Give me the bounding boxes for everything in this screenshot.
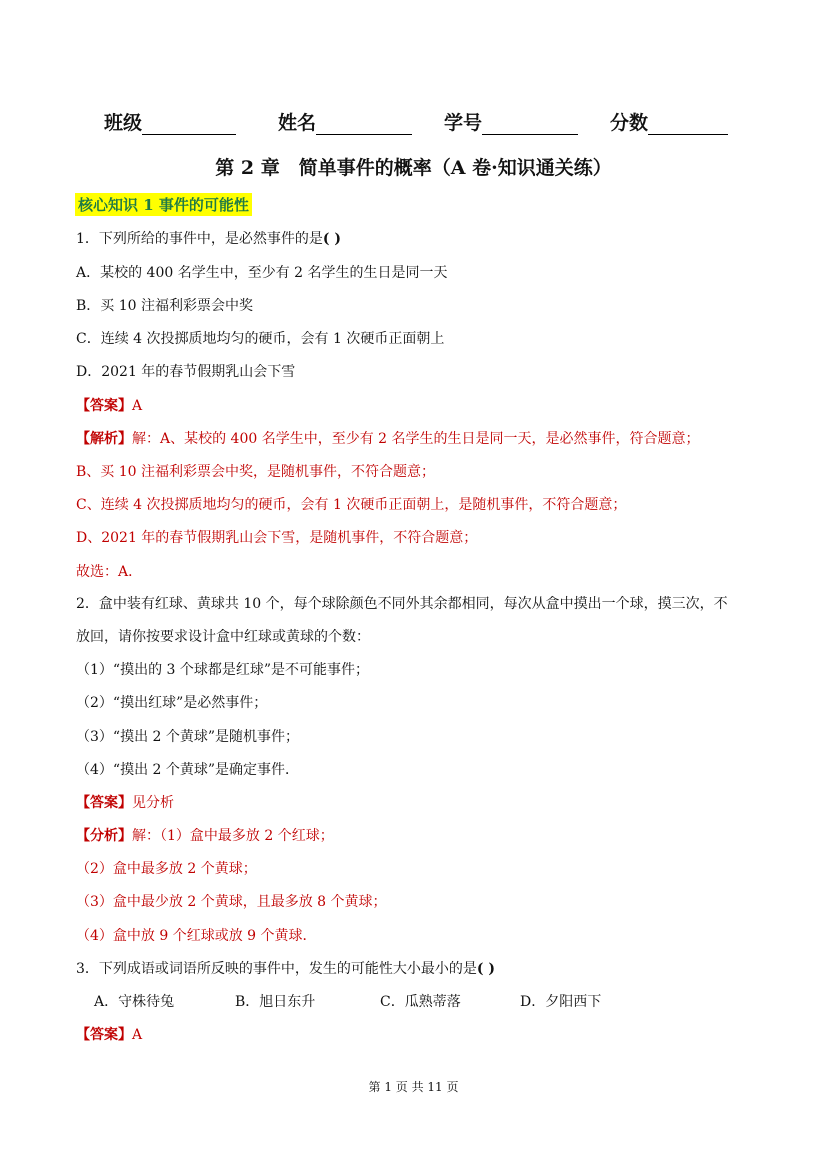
q2-analysis-tag: 【分析】	[76, 828, 132, 844]
student-id-blank	[482, 114, 578, 135]
page-title: 第 2 章 简单事件的概率（A 卷·知识通关练）	[215, 157, 612, 179]
q2-item-2: （2）“摸出红球”是必然事件；	[76, 695, 268, 711]
score-blank	[648, 114, 728, 135]
q1-option-d: D．2021 年的春节假期乳山会下雪	[76, 364, 296, 380]
q1-analysis-text-1: 解：A、某校的 400 名学生中，至少有 2 名学生的生日是同一天，是必然事件，符合题意；	[132, 431, 700, 447]
class-field	[104, 108, 236, 135]
score-field	[610, 108, 728, 135]
student-id-field	[444, 108, 578, 135]
q3-option-d: D．夕阳西下	[520, 994, 602, 1010]
q3-option-c: C．瓜熟蒂落	[380, 994, 461, 1010]
q2-analysis-line-3: （3）盒中最少放 2 个黄球，且最多放 8 个黄球；	[76, 894, 387, 910]
q2-stem-line-2: 放回，请你按要求设计盒中红球或黄球的个数：	[76, 629, 370, 645]
q3-option-b: B．旭日东升	[235, 994, 316, 1010]
page-footer: 第 1 页 共 11 页	[368, 1080, 459, 1094]
q2-analysis-text-1: 解：（1）盒中最多放 2 个红球；	[132, 828, 334, 844]
q2-item-1: （1）“摸出的 3 个球都是红球”是不可能事件；	[76, 662, 370, 678]
q1-conclusion: 故选：A．	[76, 564, 143, 580]
q3-answer	[76, 1024, 142, 1044]
q1-analysis-tag: 【解析】	[76, 431, 132, 447]
class-blank	[142, 114, 236, 135]
q3-answer-paren: ( )	[476, 961, 496, 977]
q2-answer	[76, 792, 174, 812]
q1-answer	[76, 395, 142, 415]
section-heading: 核心知识 1 事件的可能性	[75, 193, 252, 216]
name-label: 姓名	[278, 112, 317, 134]
q1-answer-paren: ( )	[322, 231, 342, 247]
q1-answer-tag: 【答案】	[76, 398, 132, 414]
score-label: 分数	[610, 112, 649, 134]
q1-answer-value: A	[132, 398, 143, 414]
q2-stem-line-1: 2．盒中装有红球、黄球共 10 个，每个球除颜色不同外其余都相同，每次从盒中摸出一个球，摸三次，不	[76, 596, 728, 612]
q2-item-4: （4）“摸出 2 个黄球”是确定事件．	[76, 762, 300, 778]
q1-stem	[76, 228, 341, 248]
q1-analysis-line-4: D、2021 年的春节假期乳山会下雪，是随机事件，不符合题意；	[76, 530, 478, 546]
q1-analysis-line-1	[76, 428, 700, 448]
q2-answer-value: 见分析	[132, 795, 174, 811]
q2-analysis-line-4: （4）盒中放 9 个红球或放 9 个黄球．	[76, 928, 317, 944]
q3-answer-tag: 【答案】	[76, 1027, 132, 1043]
q3-stem	[76, 958, 495, 978]
q1-stem-text: 1．下列所给的事件中，是必然事件的是	[76, 231, 323, 247]
q3-option-a: A．守株待兔	[94, 994, 175, 1010]
q1-option-c: C．连续 4 次投掷质地均匀的硬币，会有 1 次硬币正面朝上	[76, 331, 445, 347]
q3-answer-value: A	[132, 1027, 143, 1043]
q1-option-a: A．某校的 400 名学生中，至少有 2 名学生的生日是同一天	[76, 265, 448, 281]
student-id-label: 学号	[444, 112, 483, 134]
q2-item-3: （3）“摸出 2 个黄球”是随机事件；	[76, 729, 300, 745]
name-field	[278, 108, 412, 135]
q1-option-b: B．买 10 注福利彩票会中奖	[76, 298, 254, 314]
name-blank	[316, 114, 412, 135]
q3-stem-text: 3．下列成语或词语所反映的事件中，发生的可能性大小最小的是	[76, 961, 477, 977]
q2-analysis-line-2: （2）盒中最多放 2 个黄球；	[76, 861, 257, 877]
q2-answer-tag: 【答案】	[76, 795, 132, 811]
q1-analysis-line-3: C、连续 4 次投掷质地均匀的硬币，会有 1 次硬币正面朝上，是随机事件，不符合题意；	[76, 497, 627, 513]
q1-analysis-line-2: B、买 10 注福利彩票会中奖，是随机事件，不符合题意；	[76, 464, 436, 480]
q2-analysis-line-1	[76, 825, 334, 845]
class-label: 班级	[104, 112, 143, 134]
